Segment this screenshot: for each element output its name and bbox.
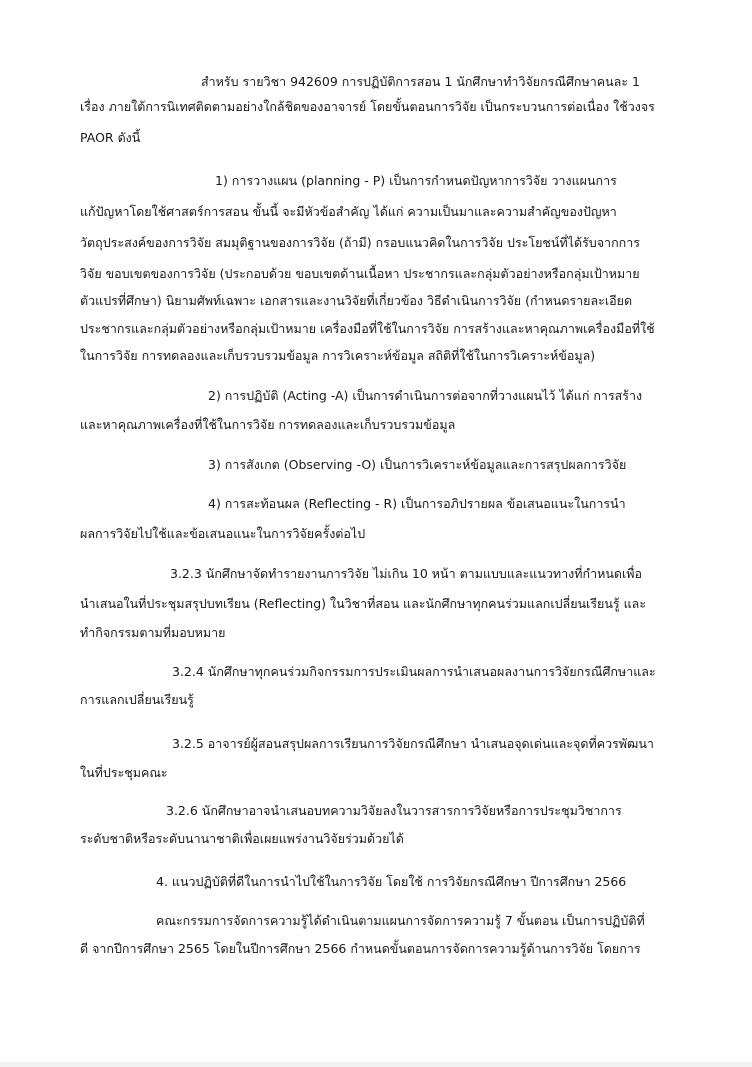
text-line: 2) การปฏิบัติ (Acting -A) เป็นการดำเนินการต่อจากที่วางแผนไว้ ได้แก่ การสร้าง: [208, 388, 643, 403]
text-line: 3.2.6 นักศึกษาอาจนำเสนอบทความวิจัยลงในวารสารการวิจัยหรือการประชุมวิชาการ: [166, 803, 622, 818]
text-line: สำหรับ รายวิชา 942609 การปฏิบัติการสอน 1 นักศึกษาทำวิจัยกรณีศึกษาคนละ 1: [201, 74, 640, 89]
text-line: 4. แนวปฏิบัติที่ดีในการนำไปใช้ในการวิจัย โดยใช้ การวิจัยกรณีศึกษา ปีการศึกษา 2566: [156, 874, 627, 889]
text-line: ประชากรและกลุ่มตัวอย่างหรือกลุ่มเป้าหมาย เครื่องมือที่ใช้ในการวิจัย การสร้างและหาคุณภาพเครื่องมือที่ใช้: [80, 321, 655, 336]
text-line: ในการวิจัย การทดลองและเก็บรวบรวมข้อมูล การวิเคราะห์ข้อมูล สถิติที่ใช้ในการวิเคราะห์ข้อมูล): [80, 348, 596, 363]
text-line: คณะกรรมการจัดการความรู้ได้ดำเนินตามแผนการจัดการความรู้ 7 ขั้นตอน เป็นการปฏิบัติที่: [156, 913, 645, 928]
text-line: เรื่อง ภายใต้การนิเทศติดตามอย่างใกล้ชิดของอาจารย์ โดยขั้นตอนการวิจัย เป็นกระบวนการต่อเนื่อง ใช้วงจร: [80, 99, 655, 114]
text-line: การแลกเปลี่ยนเรียนรู้: [80, 692, 194, 707]
text-line: 4) การสะท้อนผล (Reflecting - R) เป็นการอภิปรายผล ข้อเสนอแนะในการนำ: [208, 496, 626, 511]
text-line: วิจัย ขอบเขตของการวิจัย (ประกอบด้วย ขอบเขตด้านเนื้อหา ประชากรและกลุ่มตัวอย่างหรือกลุ่มเป้าหมาย: [80, 266, 640, 281]
text-line: ระดับชาติหรือระดับนานาชาติเพื่อเผยแพร่งานวิจัยร่วมด้วยได้: [80, 831, 404, 846]
text-line: ตัวแปรที่ศึกษา) นิยามศัพท์เฉพาะ เอกสารและงานวิจัยที่เกี่ยวข้อง วิธีดำเนินการวิจัย (กำหนดรายละเอียด: [80, 293, 633, 308]
text-line: 3.2.5 อาจารย์ผู้สอนสรุปผลการเรียนการวิจัยกรณีศึกษา นำเสนอจุดเด่นและจุดที่ควรพัฒนา: [172, 736, 654, 751]
text-line: 1) การวางแผน (planning - P) เป็นการกำหนดปัญหาการวิจัย วางแผนการ: [215, 173, 617, 188]
text-line: นำเสนอในที่ประชุมสรุปบทเรียน (Reflecting) ในวิชาที่สอน และนักศึกษาทุกคนร่วมแลกเปลี่ยนเรียนรู้ และ: [80, 596, 647, 611]
text-line: PAOR ดังนี้: [80, 130, 141, 145]
text-line: ในที่ประชุมคณะ: [80, 765, 168, 780]
text-line: ผลการวิจัยไปใช้และข้อเสนอแนะในการวิจัยครั้งต่อไป: [80, 526, 366, 541]
text-line: 3.2.3 นักศึกษาจัดทำรายงานการวิจัย ไม่เกิน 10 หน้า ตามแบบและแนวทางที่กำหนดเพื่อ: [170, 566, 643, 581]
text-line: ทำกิจกรรมตามที่มอบหมาย: [80, 625, 226, 640]
text-line: 3) การสังเกต (Observing -O) เป็นการวิเคราะห์ข้อมูลและการสรุปผลการวิจัย: [208, 457, 627, 472]
page-edge: [0, 1062, 752, 1067]
text-line: และหาคุณภาพเครื่องที่ใช้ในการวิจัย การทดลองและเก็บรวบรวมข้อมูล: [80, 417, 456, 432]
text-line: แก้ปัญหาโดยใช้ศาสตร์การสอน ขั้นนี้ จะมีหัวข้อสำคัญ ได้แก่ ความเป็นมาและความสำคัญของปัญหา: [80, 204, 617, 219]
text-line: วัตถุประสงค์ของการวิจัย สมมุติฐานของการวิจัย (ถ้ามี) กรอบแนวคิดในการวิจัย ประโยชน์ที่ได้รับจากการ: [80, 235, 640, 250]
text-line: 3.2.4 นักศึกษาทุกคนร่วมกิจกรรมการประเมินผลการนำเสนอผลงานการวิจัยกรณีศึกษาและ: [172, 664, 656, 679]
text-line: ดี จากปีการศึกษา 2565 โดยในปีการศึกษา 2566 กำหนดขั้นตอนการจัดการความรู้ด้านการวิจัย โดยการ: [80, 941, 641, 956]
